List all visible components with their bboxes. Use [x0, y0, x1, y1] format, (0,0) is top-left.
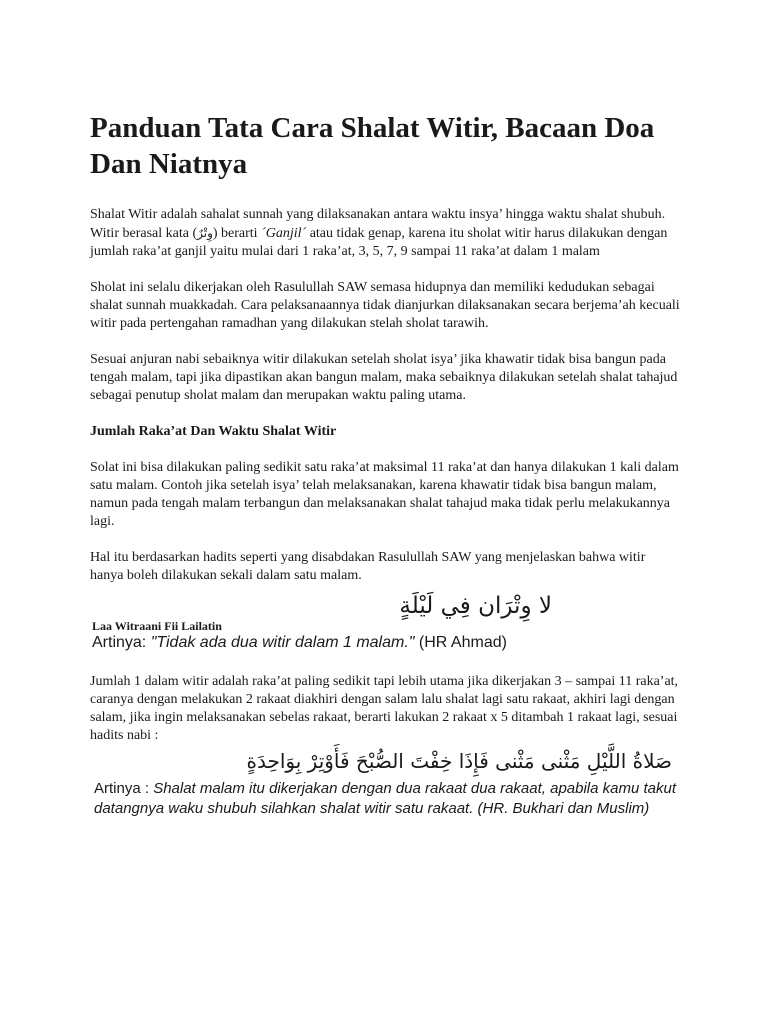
paragraph-3: Sesuai anjuran nabi sebaiknya witir dilakukan setelah sholat isya’ jika khawatir tidak bisa bangun pada tengah malam, tapi jika dipastikan akan bangun malam, maka sebaiknya dilakukan setelah shalat tahajud sebagai penutup sholat malam dan merupakan waktu paling utama. — [90, 352, 678, 403]
hadith-1-source: (HR Ahmad) — [414, 634, 507, 651]
section-heading: Jumlah Raka’at Dan Waktu Shalat Witir — [90, 424, 337, 439]
hadith-1-arabic: لا وِتْرَان فِي لَيْلَةٍ — [399, 593, 552, 619]
hadith-1-artinya-label: Artinya: — [92, 634, 151, 651]
hadith-2-artinya-text: Shalat malam itu dikerjakan dengan dua rakaat dua rakaat, apabila kamu takut datangnya waku shubuh silahkan shalat witir satu rakaat. (HR. Bukhari dan Muslim) — [94, 780, 677, 817]
hadith-1-translation — [92, 633, 680, 653]
article — [90, 110, 680, 819]
paragraph-5: Hal itu berdasarkan hadits seperti yang disabdakan Rasulullah SAW yang menjelaskan bahwa witir hanya boleh dilakukan sekali dalam satu malam. — [90, 550, 646, 583]
intro-text-2: ) berarti — [212, 226, 262, 241]
hadith-2-translation — [94, 779, 680, 819]
page-title: Panduan Tata Cara Shalat Witir, Bacaan Doa Dan Niatnya — [90, 112, 655, 180]
intro-text-1: Shalat Witir adalah sahalat sunnah yang dilaksanakan antara waktu insya’ hingga waktu shalat shubuh. Witir berasal kata ( — [90, 207, 666, 241]
hadith-2-arabic: صَلاةُ اللَّيْلِ مَثْنى مَثْنى فَإِذَا خِفْتَ الصُّبْحَ فَأَوْتِرْ بِوَاحِدَةٍ — [246, 749, 672, 773]
paragraph-6: Jumlah 1 dalam witir adalah raka’at paling sedikit tapi lebih utama jika dikerjakan 3 – sampai 11 raka’at, caranya dengan melakukan 2 rakaat diakhiri dengan salam lalu shalat lagi satu rakaat, akhiri lagi dengan salam, jika ingin melaksanakan sebelas rakaat, berarti lakukan 2 rakaat x 5 ditambah 1 rakaat lagi, sesuai hadits nabi : — [90, 674, 679, 743]
paragraph-4: Solat ini bisa dilakukan paling sedikit satu raka’at maksimal 11 raka’at dan hanya dilakukan 1 kali dalam satu malam. Contoh jika setelah isya’ telah melaksanakan, karena khawatir tidak bisa bangun malam, namun pada tengah malam terbangun dan melaksanakan shalat tahajud maka tidak perlu melakukannya lagi. — [90, 460, 679, 529]
intro-text-3: atau tidak genap, karena itu sholat witir harus dilakukan dengan jumlah raka’at ganjil yaitu mulai dari 1 raka’at, 3, 5, 7, 9 sampai 11 raka’at dalam 1 malam — [90, 226, 668, 259]
intro-ganjil-term: ´Ganjil´ — [261, 226, 307, 241]
intro-arabic-word: وِتْرٌ — [197, 226, 213, 240]
hadith-1-artinya-text: "Tidak ada dua witir dalam 1 malam." — [150, 634, 415, 651]
paragraph-2: Sholat ini selalu dikerjakan oleh Rasulullah SAW semasa hidupnya dan memiliki kedudukan sebagai shalat sunnah muakkadah. Cara pelaksanaannya tidak dianjurkan dilaksanakan secara berjema’ah kecuali witir pada pertengahan ramadhan yang dilakukan stelah sholat tarawih. — [90, 280, 680, 331]
hadith-1-transliteration: Laa Witraani Fii Lailatin — [92, 619, 222, 633]
hadith-2-artinya-label: Artinya : — [94, 780, 154, 797]
intro-paragraph — [90, 206, 680, 261]
